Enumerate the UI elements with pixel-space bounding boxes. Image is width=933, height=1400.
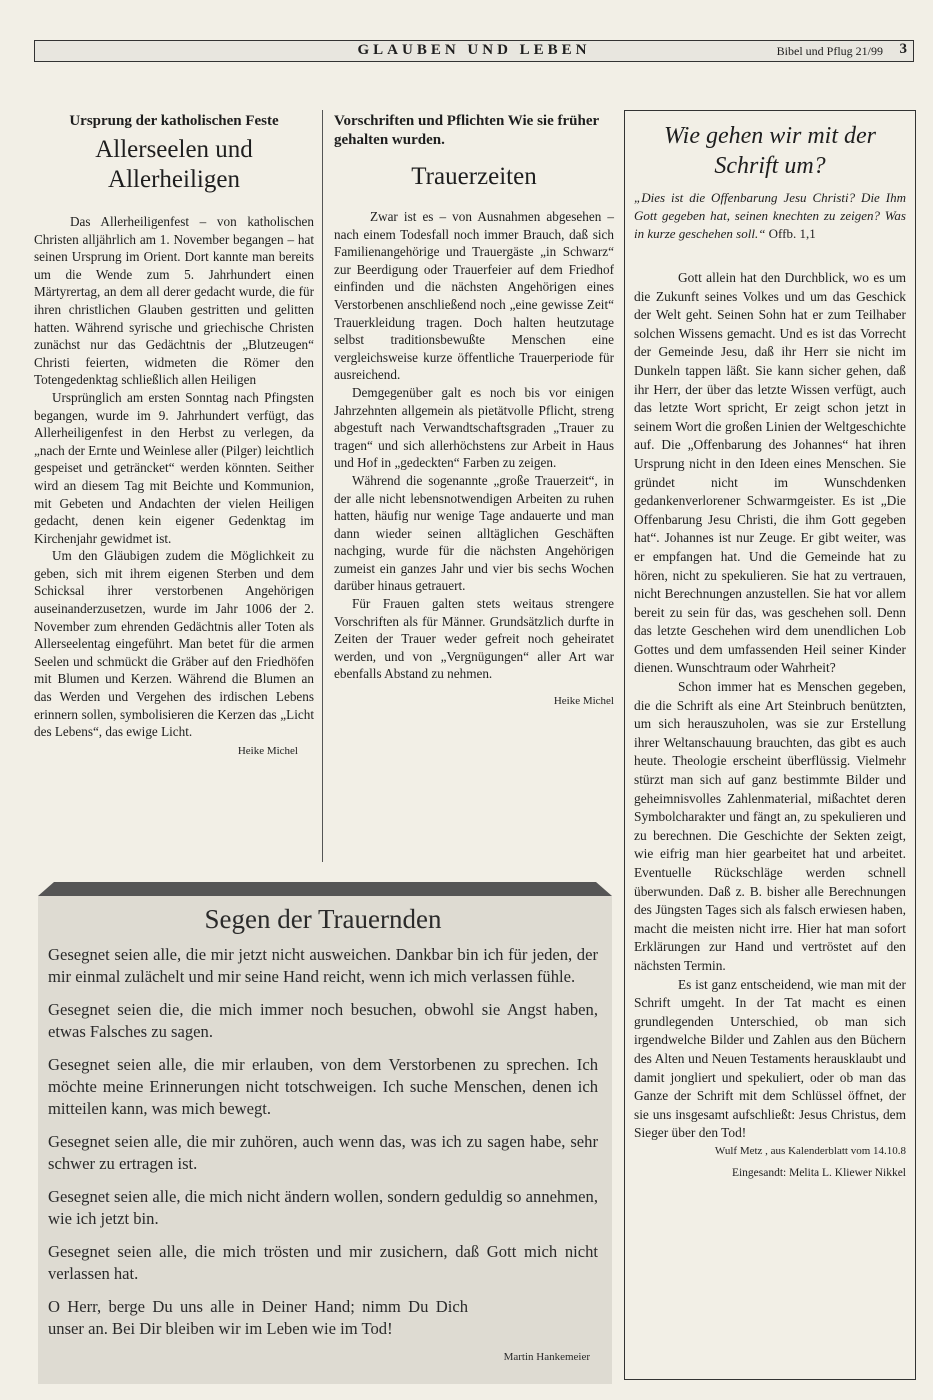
blessing-paragraph: Gesegnet seien alle, die mir erlauben, von dem Verstorbenen zu sprechen. Ich möchte meine Erinnerungen nicht totschweigen. Ich suche Menschen, denen ich mitteilen kann, was mich bewegt. (48, 1055, 598, 1118)
article-allerseelen (34, 112, 314, 760)
sidebar-sent-by: Eingesandt: Melita L. Kliewer Nikkel (731, 1166, 906, 1179)
page-number: 3 (899, 41, 907, 57)
article-paragraph: Während die sogenannte „große Trauerzeit“, in der alle nicht lebensnotwendigen Arbeiten zu ruhen hatten, häufig nur wenige Tage andauerte und man dann wieder seinen alltäglichen Geschäften nachging, wurde für die nächsten Angehörigen zumeist ein ganzes Jahr und vier bis sechs Wochen darüber hinaus getrauert. (334, 472, 614, 594)
bible-quote-text: „Dies ist die Offenbarung Jesu Christi? Die Ihm Gott gegeben hat, seinen knechten zu zeigen? Was in kurze geschehen soll.“ (634, 190, 906, 241)
sidebar-source: Wulf Metz , aus Kalenderblatt vom 14.10.8 (714, 1144, 906, 1157)
blessing-paragraph: O Herr, berge Du uns alle in Deiner Hand; nimm Du Dich unser an. Bei Dir bleiben wir im Leben wie im Tod! (48, 1297, 468, 1338)
article-kicker: Vorschriften und Pflichten Wie sie früher gehalten wurden. (334, 113, 599, 148)
sidebar-title: Wie gehen wir mit der Schrift um? (664, 123, 876, 179)
article-headline: Trauerzeiten (411, 163, 537, 190)
blessing-box (38, 896, 612, 1384)
column-divider (322, 110, 323, 862)
blessing-paragraph: Gesegnet seien alle, die mir jetzt nicht ausweichen. Dankbar bin ich für jeden, der mir einmal zulächelt und mir seine Hand reicht, wenn ich mich verlassen fühle. (48, 945, 598, 986)
blessing-paragraph: Gesegnet seien alle, die mich nicht ändern wollen, sondern geduldig so annehmen, wie ich jetzt bin. (48, 1187, 598, 1228)
article-paragraph: Zwar ist es – von Ausnahmen abgesehen – nach einem Todesfall noch immer Brauch, daß sich Familienangehörige und Trauergäste „in Schwarz“ zur Beerdigung oder Trauerfeier auf dem Friedhof einfinden und die nächsten Angehörigen eines Verstorbenen anschließend noch „eine gewisse Zeit“ Trauerkleidung tragen. Doch halten heutzutage selbst traditionsbewußte Menschen eine vergleichsweise kurze öffentliche Trauerperiode für ausreichend. (334, 209, 614, 383)
article-author: Heike Michel (237, 744, 298, 757)
sidebar-paragraph: Es ist ganz entscheidend, wie man mit der Schrift umgeht. In der Tat macht es einen grundlegenden Unterschied, ob man sich irgendwelche Bilder und Zahlen aus den Büchern des Alten und Neuen Testaments herausklaubt und damit jongliert und spekuliert, oder ob man das Ganze der Schrift mit dem Schlüssel öffnet, der sie uns insgesamt aufschließt: Jesus Christus, dem Sieger über den Tod! (634, 976, 906, 1141)
article-trauerzeiten (334, 112, 614, 711)
article-paragraph: Für Frauen galten stets weitaus strengere Vorschriften als für Männer. Grundsätzlich durfte in Zeiten der Trauer weder gefreit noch geheiratet werden, und von „Vergnügungen“ aller Art war ebenfalls Abstand zu nehmen. (334, 596, 614, 682)
blessing-paragraph: Gesegnet seien die, die mich immer noch besuchen, obwohl sie Angst haben, etwas Falsches zu sagen. (48, 1000, 598, 1041)
article-paragraph: Um den Gläubigen zudem die Möglichkeit zu geben, sich mit ihrem eigenen Sterben und dem Schicksal ihrer verstorbenen Angehörigen auseinanderzusetzen, wurde im Jahr 1006 der 2. November zum ehrenden Gedächtnis aller Toten als Allerseelentag eingeführt. Man betet für die armen Seelen und schmückt die Gräber auf den Friedhöfen mit Blumen und Kerzen. Während die Blumen an das Werden und Vergehen des irdischen Lebens erinnern sollen, symbolisieren die Kerzen das „Licht des Lebens“, das ewige Licht. (34, 548, 314, 740)
bible-quote (634, 189, 906, 243)
article-headline: Allerseelen und Allerheiligen (95, 136, 253, 193)
article-kicker: Ursprung der katholischen Feste (69, 113, 279, 129)
article-paragraph: Das Allerheiligenfest – von katholischen Christen alljährlich am 1. November begangen – hat seinen Ursprung im Orient. Dort kannte man bereits um die Wende zum 5. Jahrhundert einen Märtyrertag, an dem all derer gedacht wurde, die für ihren christlichen Glauben gestritten und gelitten hatten. Während syrische und griechische Christen zunächst nur das Gedächtnis der „Blutzeugen“ Christi feierten, widmeten die Römer den Totengedenktag schließlich allen Heiligen (34, 214, 314, 388)
bible-quote-source: Offb. 1,1 (768, 226, 816, 241)
sidebar-paragraph: Schon immer hat es Menschen gegeben, die die Schrift als eine Art Steinbruch benützten, um sich herauszuholen, was sie zur Erstellung ihrer Weltanschauung brauchten, das gibt es auch heute. Theologie erscheint überflüssig. Vielmehr stürzt man sich auf ganz bestimmte Bilder und geheimnisvolles Zahlenmaterial, mißachtet deren Symbolcharakter und fängt an, zu spekulieren und zu berechnen. Die Geschichte der Sekten zeigt, wie eifrig man hier gearbeitet hat und arbeitet. Eventuelle Rückschläge werden schnell überwunden. Daß z. B. bisher alle Berechnungen des Jüngsten Tages sich als falsch erwiesen haben, macht die meisten nicht irre. Hier hat man sofort Erklärungen zur Hand und vertröstet auf den nächsten Termin. (634, 679, 906, 973)
sidebar-paragraph: Gott allein hat den Durchblick, wo es um die Zukunft seines Volkes und um das Geschick der Welt geht. Seinen Sohn hat er zum Teilhaber solchen Wissens gemacht. Und es ist das Vorrecht der Gemeinde Jesu, daß ihr Herr sie nicht im Dunkeln tappen läßt. Sie kann sicher gehen, daß ihr Herr, der über das letzte Wissen verfügt, auch das letzte Wort spricht, Er zeigt schon jetzt in seinem Wort die großen Linien der Weltgeschichte auf. Die „Offenbarung des Johannes“ hat ihren Ursprung nicht in den Ideen eines Menschen. Sie gründet nicht im Wunschdenken gedankenverlorener Schwarmgeister. Es ist „Die Offenbarung Jesu Christi, die ihm Gott gegeben hat“. Johannes ist nur Zeuge. Er gibt weiter, was er empfangen hat. Und die Gemeinde hat zu hören, nicht zu spekulieren. Sie hat zu vertrauen, nicht Berechnungen anzustellen. Sie hat vor allem bereit zu sein für das, was geschehen soll. Denn das letzte Geschehen wird dem unendlichen Lob Gottes und dem umfassenden Heil seiner Kinder dienen. Wunschtraum oder Wahrheit? (634, 270, 906, 676)
blessing-roof-decoration (38, 882, 612, 896)
article-paragraph: Demgegenüber galt es noch bis vor einigen Jahrzehnten allgemein als pietätvolle Pflicht, streng abgestuft nach Verwandtschaftsgraden „Trauer zu tragen“ und sich allerhöchstens zur Arbeit in Haus und Hof in „gedeckten“ Farben zu zeigen. (334, 384, 614, 471)
blessing-paragraph: Gesegnet seien alle, die mich trösten und mir zusichern, daß Gott mich nicht verlassen hat. (48, 1242, 598, 1283)
issue-info: Bibel und Pflug 21/99 (776, 44, 883, 58)
article-paragraph: Ursprünglich am ersten Sonntag nach Pfingsten begangen, wurde im 9. Jahrhundert verfügt, das Allerheiligenfest in den Herbst zu verlegen, da „nach der Ernte und Weinlese aller (Pilger) leichtlich gespeiset und geträncket“ werden könnten. Seither wird an diesem Tag mit Beichte und Kommunion, mit Gebeten und Andachten der vielen Heiligen gedacht, denen kein eigener Gedenktag im Kirchenjahr gewidmet ist. (34, 389, 314, 546)
section-title: GLAUBEN UND LEBEN (357, 42, 591, 58)
sidebar-body (634, 269, 906, 1143)
blessing-title: Segen der Trauernden (204, 904, 442, 934)
article-author: Heike Michel (553, 695, 614, 708)
blessing-author: Martin Hankemeier (503, 1351, 590, 1363)
sidebar-box (624, 110, 916, 1380)
blessing-paragraph: Gesegnet seien alle, die mir zuhören, auch wenn das, was ich zu sagen habe, sehr schwer zu ertragen ist. (48, 1132, 598, 1173)
page-header (34, 40, 914, 62)
